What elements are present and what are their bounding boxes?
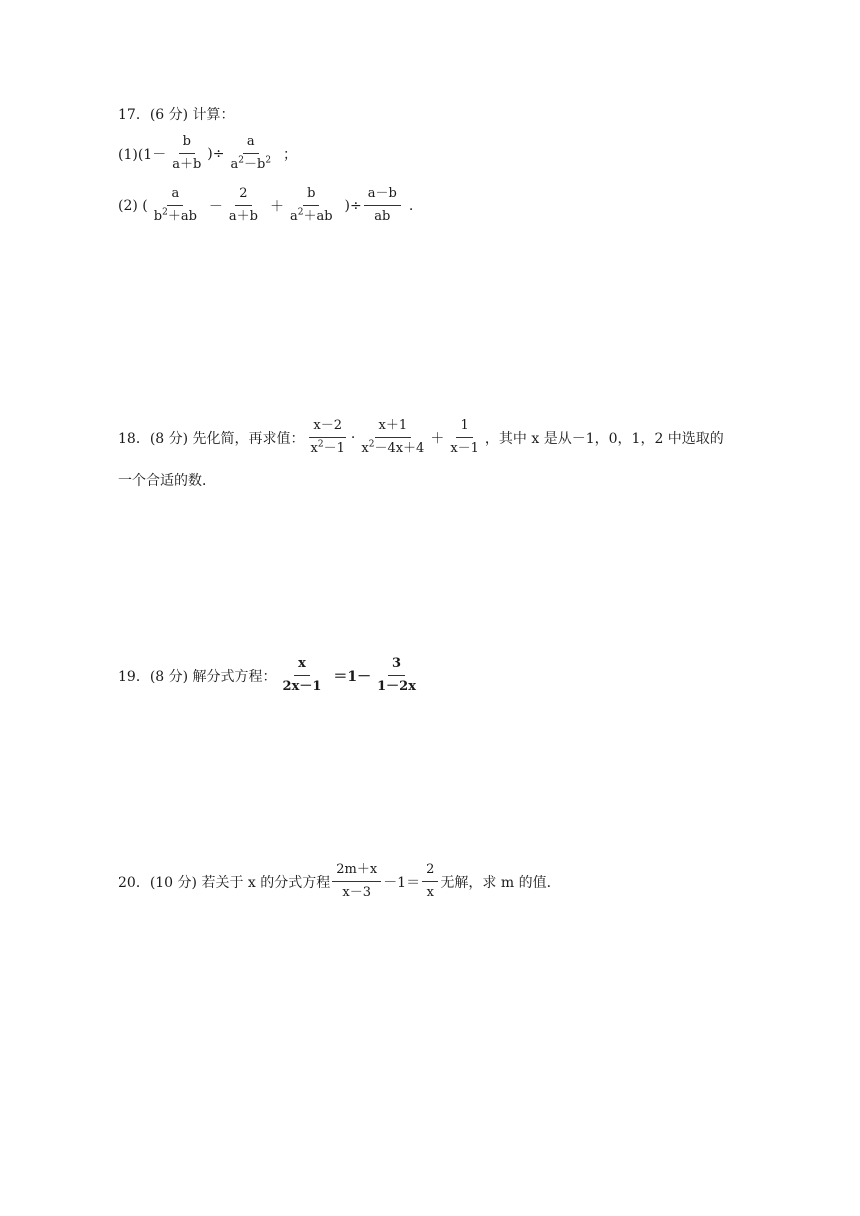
q18-fraction-1: $\frac{x-2}{x^2-1}$ [310,418,345,456]
q18-line2: 一个合适的数． [118,473,216,489]
q18-fraction-3: $\frac{1}{x-1}$ [450,418,479,456]
q17-title: 17．(6 分) 计算： [118,107,235,123]
q18-line1: 18．(8 分) 先化简，再求值： $\frac{x-2}{x^2-1}$ · $\frac{x+1}{x^2-4x+4}$ ＋ $\frac{1}{x-1}$ ，其中 x 是从－1，0，1，2 中选取的 [118,418,724,456]
q17-p1-fraction-2: $\frac{a}{a^2-b^2}$ [230,134,272,172]
q20-fraction-2: $\frac{2}{x}$ [422,862,438,901]
q17-part2: (2) ( $\frac{a}{b^2+ab}$ － $\frac{2}{a+b}$ ＋ $\frac{b}{a^2+ab}$ )÷ $\frac{a-b}{ab}$ . [118,186,414,224]
q17-p2-fraction-4: $\frac{a-b}{ab}$ [364,186,401,225]
q17-p2-fraction-1: $\frac{a}{b^2+ab}$ [153,186,197,224]
q17-part1: (1)(1－ $\frac{b}{a+b}$ )÷ $\frac{a}{a^2-b^2}$ ； [118,134,298,172]
q17-p2-fraction-2: $\frac{2}{a+b}$ [228,186,258,224]
q19-fraction-1: $\frac{x}{2x-1}$ [282,656,322,694]
q17-p1-fraction-1: $\frac{b}{a+b}$ [172,134,202,172]
q17-p2-fraction-3: $\frac{b}{a^2+ab}$ [289,186,333,224]
q18-fraction-2: $\frac{x+1}{x^2-4x+4}$ [361,418,425,456]
q19-line: 19．(8 分) 解分式方程： $\frac{x}{2x-1}$ ＝1－ $\frac{3}{1-2x}$ [118,656,422,695]
q20-line: 20．(10 分) 若关于 x 的分式方程 $\frac{2m+x}{x-3}$ －1＝ $\frac{2}{x}$ 无解，求 m 的值． [118,862,561,900]
q20-fraction-1: $\frac{2m+x}{x-3}$ [332,862,381,901]
q19-fraction-2: $\frac{3}{1-2x}$ [377,656,416,694]
